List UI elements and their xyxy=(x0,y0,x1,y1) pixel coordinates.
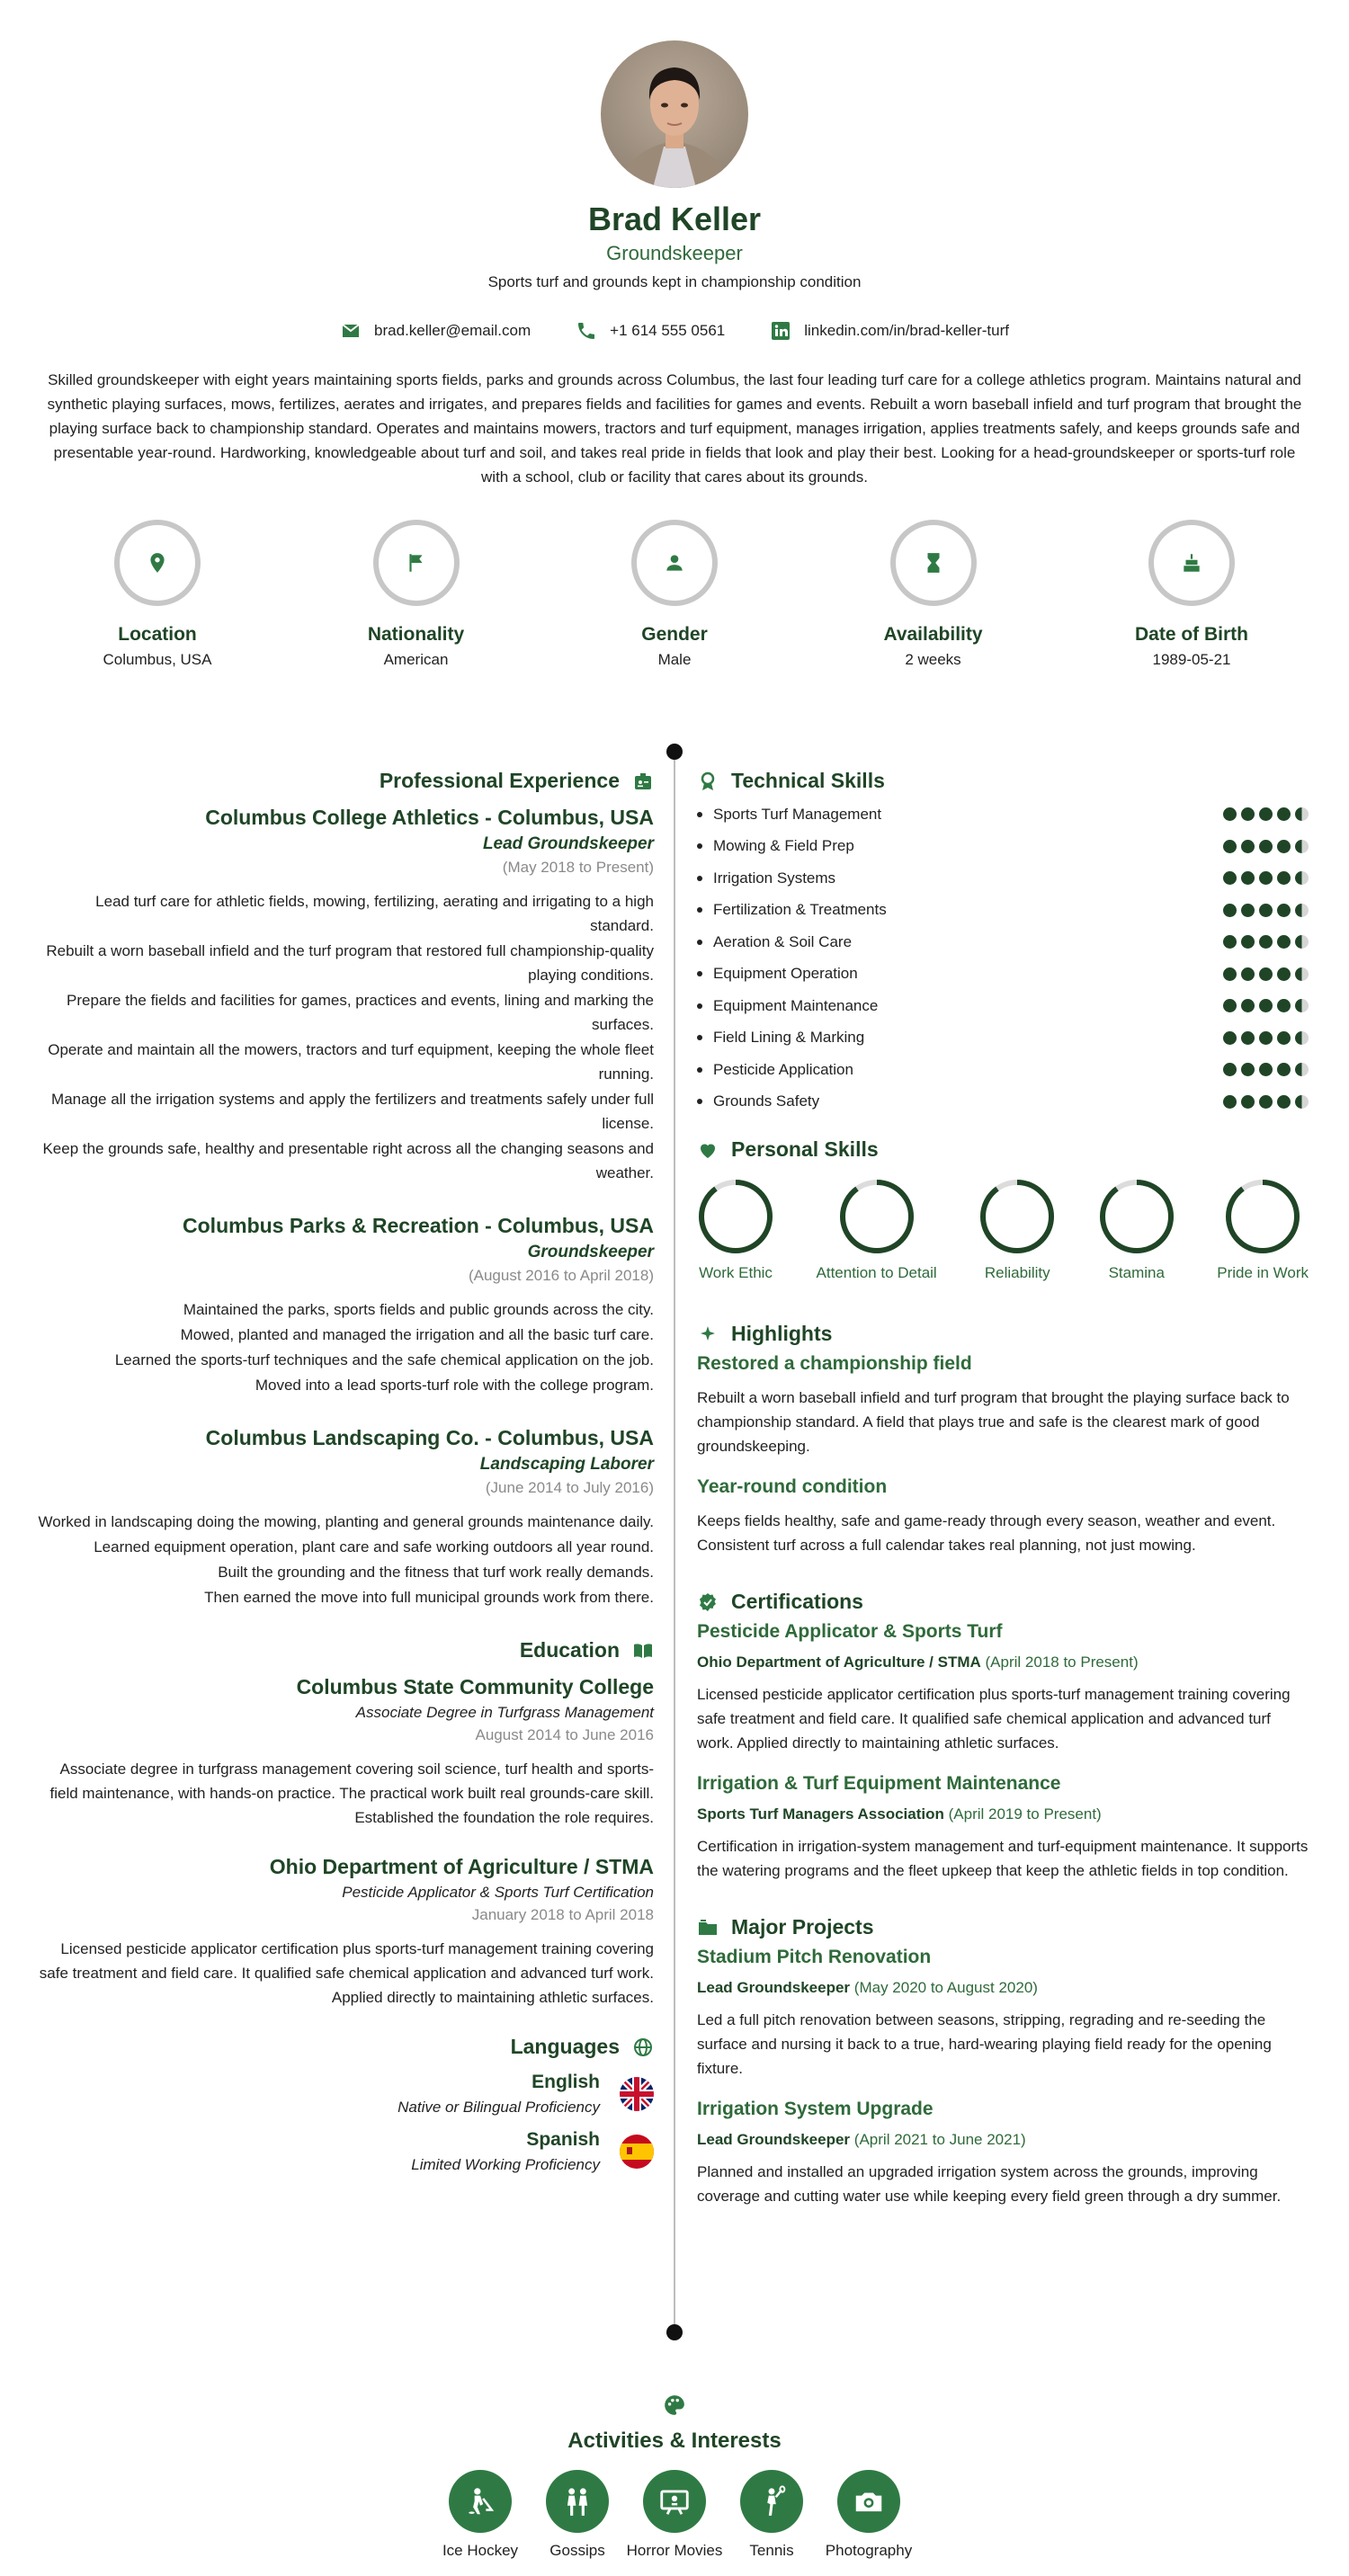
rating-dot xyxy=(1241,1095,1255,1109)
job-duty: Keep the grounds safe, healthy and presentable right across all the changing seasons and weather. xyxy=(42,1140,654,1181)
project-desc: Led a full pitch renovation between seasons, stripping, regrading and re-seeding the surface and nursing it back to a true, hard-wearing playing field ready for the opening fixture. xyxy=(697,2011,1272,2077)
project-role: Lead Groundskeeper xyxy=(697,1979,851,1996)
email-text: brad.keller@email.com xyxy=(374,322,532,339)
fact-label: Date of Birth xyxy=(1135,624,1248,645)
interest-item xyxy=(442,2470,519,2561)
bullet-icon xyxy=(697,1035,702,1040)
technical-skill-item xyxy=(697,926,1309,958)
rating-dot xyxy=(1295,1031,1309,1045)
fact-label: Gender xyxy=(641,624,708,645)
rating-dot xyxy=(1223,871,1237,885)
skill-rating xyxy=(1223,807,1309,821)
linkedin-text: linkedin.com/in/brad-keller-turf xyxy=(804,322,1009,339)
job-duty: Manage all the irrigation systems and apply the fertilizers and treatments safely under full license. xyxy=(51,1091,654,1132)
rating-dot xyxy=(1277,935,1291,949)
rating-dot xyxy=(1295,1063,1309,1076)
personal-skill-label: Work Ethic xyxy=(699,1264,773,1281)
technical-skill-item xyxy=(697,1086,1309,1119)
personal-skill-item xyxy=(1098,1178,1175,1282)
interest-item xyxy=(740,2470,803,2561)
rating-dot xyxy=(1223,999,1237,1012)
rating-dot xyxy=(1259,967,1273,981)
globe-icon xyxy=(632,2037,654,2058)
interest-label: Horror Movies xyxy=(626,2542,723,2559)
horror-movies-icon xyxy=(657,2484,692,2518)
rating-dot xyxy=(1223,807,1237,821)
highlights-title: Highlights xyxy=(697,1322,1309,1346)
job-company: Columbus Parks & Recreation - Columbus, USA xyxy=(183,1214,654,1237)
job-dates: (August 2016 to April 2018) xyxy=(468,1267,654,1284)
technical-skill-item xyxy=(697,831,1309,863)
bullet-icon xyxy=(697,1099,702,1104)
experience-section-title: Professional Experience xyxy=(36,769,654,793)
certification-title: Pesticide Applicator & Sports Turf xyxy=(697,1621,1003,1642)
technical-skill-item xyxy=(697,862,1309,895)
rating-dot xyxy=(1259,1095,1273,1109)
skill-ring xyxy=(838,1178,916,1255)
rating-dot xyxy=(1259,904,1273,917)
job-duty: Lead turf care for athletic fields, mowing, fertilizing, aerating and irrigating to a high standard. xyxy=(95,893,654,934)
rating-dot xyxy=(1241,904,1255,917)
rating-dot xyxy=(1259,807,1273,821)
rating-dot xyxy=(1277,904,1291,917)
rating-dot xyxy=(1241,967,1255,981)
interest-item xyxy=(546,2470,609,2561)
interests-section xyxy=(0,2393,1349,2561)
skill-ring xyxy=(697,1178,774,1255)
badge-icon xyxy=(632,771,654,792)
edu-school: Columbus State Community College xyxy=(296,1675,654,1698)
rating-dot xyxy=(1277,871,1291,885)
job-title: Groundskeeper xyxy=(527,1243,654,1261)
edu-dates: August 2014 to June 2016 xyxy=(475,1726,654,1743)
education-item xyxy=(36,1855,654,2010)
edu-degree: Associate Degree in Turfgrass Management xyxy=(355,1704,654,1721)
edu-description: Licensed pesticide applicator certification plus sports-turf management training covering safe treatment and field care. It qualified safe chemical application and advanced turf work. Applied directly to maintaining athletic surfaces. xyxy=(39,1940,654,2006)
right-column xyxy=(697,769,1309,2208)
job-duty: Mowed, planted and managed the irrigation and all the basic turf care. xyxy=(180,1326,654,1343)
fact-availability xyxy=(848,520,1019,669)
skill-label: Equipment Maintenance xyxy=(713,996,879,1014)
interest-item xyxy=(825,2470,913,2561)
personal-skill-label: Pride in Work xyxy=(1217,1264,1309,1281)
skill-rating xyxy=(1223,871,1309,885)
project-dates: (May 2020 to August 2020) xyxy=(853,1979,1038,1996)
education-item xyxy=(36,1675,654,1830)
interest-label: Photography xyxy=(825,2542,913,2559)
language-level: Native or Bilingual Proficiency xyxy=(398,2099,600,2116)
skill-rating xyxy=(1223,935,1309,949)
rating-dot xyxy=(1295,935,1309,949)
rating-dot xyxy=(1277,840,1291,853)
candidate-tagline: Sports turf and grounds kept in championship condition xyxy=(487,273,862,290)
bullet-icon xyxy=(697,843,702,849)
project-meta xyxy=(697,1979,1309,1997)
experience-item xyxy=(36,1214,654,1397)
contact-linkedin[interactable] xyxy=(770,320,1009,342)
skill-ring xyxy=(978,1178,1056,1255)
fact-label: Nationality xyxy=(367,624,465,645)
project-desc: Planned and installed an upgraded irrigation system across the grounds, improving coverage and cutting water use while keeping every field green through a dry summer. xyxy=(697,2163,1282,2205)
resume-header xyxy=(0,0,1349,489)
skill-rating xyxy=(1223,1095,1309,1109)
language-name: English xyxy=(532,2072,600,2092)
rating-dot xyxy=(1223,1063,1237,1076)
highlight-title: Year-round condition xyxy=(697,1476,888,1497)
rating-dot xyxy=(1241,871,1255,885)
job-duty: Worked in landscaping doing the mowing, planting and general grounds maintenance daily. xyxy=(38,1513,654,1530)
certification-title: Irrigation & Turf Equipment Maintenance xyxy=(697,1773,1061,1794)
rating-dot xyxy=(1295,904,1309,917)
job-dates: (June 2014 to July 2016) xyxy=(485,1479,654,1496)
skill-ring xyxy=(1098,1178,1175,1255)
job-duties xyxy=(36,1510,654,1609)
rating-dot xyxy=(1241,807,1255,821)
certification-desc: Licensed pesticide applicator certification plus sports-turf management training covering safe treatment and field care. It qualified safe chemical application and advanced turf work. Applied directly to maintaining athletic surfaces. xyxy=(697,1686,1291,1752)
interests-title: Activities & Interests xyxy=(567,2429,782,2453)
skill-rating xyxy=(1223,999,1309,1012)
skill-name xyxy=(697,933,852,951)
certification-dates: (April 2018 to Present) xyxy=(985,1653,1139,1671)
rating-dot xyxy=(1295,1095,1309,1109)
skill-name xyxy=(697,965,858,983)
fact-value: American xyxy=(383,651,449,668)
fact-nationality xyxy=(331,520,502,669)
languages-section-title: Languages xyxy=(36,2035,654,2059)
technical-skill-item xyxy=(697,1054,1309,1086)
job-duty: Rebuilt a worn baseball infield and the turf program that restored full championship-quality playing conditions. xyxy=(46,942,654,984)
job-duty: Prepare the fields and facilities for games, practices and events, lining and marking the surfaces. xyxy=(67,992,654,1033)
person-icon xyxy=(663,551,686,575)
spain-flag-icon xyxy=(620,2135,654,2169)
skill-rating xyxy=(1223,1031,1309,1045)
award-icon xyxy=(697,771,719,792)
bullet-icon xyxy=(697,1003,702,1009)
tennis-icon xyxy=(755,2484,789,2518)
rating-dot xyxy=(1295,840,1309,853)
project-role: Lead Groundskeeper xyxy=(697,2131,851,2148)
job-duty: Learned the sports-turf techniques and the safe chemical application on the job. xyxy=(114,1351,654,1368)
bullet-icon xyxy=(697,940,702,945)
skill-name xyxy=(697,837,854,855)
rating-dot xyxy=(1223,967,1237,981)
fact-value: 1989-05-21 xyxy=(1152,651,1231,668)
job-duty: Maintained the parks, sports fields and public grounds across the city. xyxy=(183,1301,654,1318)
rating-dot xyxy=(1259,840,1273,853)
gossips-icon xyxy=(560,2484,594,2518)
personal-skill-label: Reliability xyxy=(984,1264,1050,1281)
rating-dot xyxy=(1241,1031,1255,1045)
skill-name xyxy=(697,1092,819,1110)
timeline-divider xyxy=(674,752,675,2332)
left-column xyxy=(36,769,654,2174)
skill-label: Grounds Safety xyxy=(713,1092,820,1110)
edu-school: Ohio Department of Agriculture / STMA xyxy=(269,1855,654,1878)
candidate-role: Groundskeeper xyxy=(606,242,743,264)
job-company: Columbus College Athletics - Columbus, USA xyxy=(205,806,654,829)
bullet-icon xyxy=(697,907,702,913)
job-duty: Built the grounding and the fitness that turf work really demands. xyxy=(218,1564,654,1581)
technical-skill-item xyxy=(697,990,1309,1022)
technical-skill-item xyxy=(697,798,1309,831)
certifications-title: Certifications xyxy=(697,1590,1309,1614)
cake-icon xyxy=(1180,551,1203,575)
skill-label: Pesticide Application xyxy=(713,1060,853,1078)
project-meta xyxy=(697,2131,1309,2149)
project-title: Irrigation System Upgrade xyxy=(697,2099,934,2119)
certificate-icon xyxy=(697,1591,719,1613)
rating-dot xyxy=(1223,840,1237,853)
highlight-desc: Keeps fields healthy, safe and game-ready through every season, weather and event. Consistent turf across a full calendar takes real planning, not just mowing. xyxy=(697,1512,1276,1554)
technical-skill-item xyxy=(697,958,1309,991)
personal-facts xyxy=(0,520,1349,669)
email-icon xyxy=(340,320,362,342)
job-duties xyxy=(36,1297,654,1397)
skill-label: Field Lining & Marking xyxy=(713,1029,865,1047)
folder-icon xyxy=(697,1917,719,1939)
rating-dot xyxy=(1259,935,1273,949)
skill-label: Irrigation Systems xyxy=(713,869,836,887)
certification-desc: Certification in irrigation-system management and turf-equipment maintenance. It supports the watering programs and the fleet upkeep that keep the athletic fields in top condition. xyxy=(697,1838,1309,1879)
personal-skill-item xyxy=(697,1178,774,1282)
certification-org: Ohio Department of Agriculture / STMA xyxy=(697,1653,981,1671)
rating-dot xyxy=(1277,999,1291,1012)
interest-label: Tennis xyxy=(749,2542,794,2559)
skill-name xyxy=(697,1029,864,1047)
personal-skill-item xyxy=(1217,1178,1309,1282)
bullet-icon xyxy=(697,1067,702,1073)
timeline-end-dot xyxy=(666,2324,683,2340)
rating-dot xyxy=(1259,1063,1273,1076)
personal-skills-list xyxy=(697,1178,1309,1282)
fact-label: Availability xyxy=(883,624,983,645)
skill-label: Fertilization & Treatments xyxy=(713,901,887,919)
skill-name xyxy=(697,869,835,887)
personal-skill-label: Stamina xyxy=(1108,1264,1165,1281)
job-duty: Operate and maintain all the mowers, tractors and turf equipment, keeping the whole fleet running. xyxy=(48,1041,654,1083)
fact-value: 2 weeks xyxy=(905,651,961,668)
experience-item xyxy=(36,1426,654,1609)
interest-item xyxy=(626,2470,723,2561)
fact-value: Male xyxy=(657,651,692,668)
skill-name xyxy=(697,806,881,824)
profile-photo xyxy=(601,40,748,188)
bullet-icon xyxy=(697,876,702,881)
skill-label: Equipment Operation xyxy=(713,965,858,983)
highlight-desc: Rebuilt a worn baseball infield and turf program that brought the playing surface back to championship standard. A field that plays true and safe is the clearest mark of good groundskeeping. xyxy=(697,1389,1290,1455)
skill-name xyxy=(697,997,878,1015)
edu-degree: Pesticide Applicator & Sports Turf Certification xyxy=(342,1884,654,1901)
technical-skills-title: Technical Skills xyxy=(697,769,1309,793)
rating-dot xyxy=(1241,1063,1255,1076)
bullet-icon xyxy=(697,971,702,976)
photography-icon xyxy=(852,2484,886,2518)
skill-rating xyxy=(1223,840,1309,853)
heart-icon xyxy=(697,1139,719,1161)
certification-dates: (April 2019 to Present) xyxy=(948,1805,1102,1823)
job-title: Landscaping Laborer xyxy=(479,1455,654,1474)
interest-label: Ice Hockey xyxy=(442,2542,519,2559)
flag-icon xyxy=(405,551,428,575)
personal-skills-title: Personal Skills xyxy=(697,1137,1309,1162)
rating-dot xyxy=(1295,999,1309,1012)
technical-skill-item xyxy=(697,895,1309,927)
language-item xyxy=(36,2129,654,2174)
hourglass-icon xyxy=(922,551,945,575)
sparkle-icon xyxy=(697,1324,719,1345)
job-duty: Moved into a lead sports-turf role with the college program. xyxy=(255,1377,654,1394)
job-duties xyxy=(36,889,654,1185)
rating-dot xyxy=(1277,967,1291,981)
rating-dot xyxy=(1277,807,1291,821)
fact-label: Location xyxy=(118,624,197,645)
contact-email[interactable] xyxy=(340,320,531,342)
personal-skill-item xyxy=(817,1178,937,1282)
rating-dot xyxy=(1259,1031,1273,1045)
project-title: Stadium Pitch Renovation xyxy=(697,1947,932,1967)
skill-label: Mowing & Field Prep xyxy=(713,837,854,855)
skill-rating xyxy=(1223,904,1309,917)
experience-item xyxy=(36,806,654,1185)
job-dates: (May 2018 to Present) xyxy=(502,859,654,876)
rating-dot xyxy=(1223,1095,1237,1109)
rating-dot xyxy=(1277,1031,1291,1045)
job-duty: Learned equipment operation, plant care and safe working outdoors all year round. xyxy=(94,1538,654,1555)
phone-icon xyxy=(576,320,597,342)
rating-dot xyxy=(1223,935,1237,949)
rating-dot xyxy=(1241,840,1255,853)
fact-location xyxy=(72,520,243,669)
skill-rating xyxy=(1223,1063,1309,1076)
education-section-title: Education xyxy=(36,1638,654,1662)
bullet-icon xyxy=(697,812,702,817)
job-title: Lead Groundskeeper xyxy=(482,834,654,853)
phone-text: +1 614 555 0561 xyxy=(610,322,726,339)
rating-dot xyxy=(1223,1031,1237,1045)
skill-name xyxy=(697,901,887,919)
personal-skill-item xyxy=(978,1178,1056,1282)
language-level: Limited Working Proficiency xyxy=(411,2156,600,2173)
certification-org: Sports Turf Managers Association xyxy=(697,1805,944,1823)
edu-dates: January 2018 to April 2018 xyxy=(471,1906,654,1923)
skill-name xyxy=(697,1061,853,1079)
rating-dot xyxy=(1259,871,1273,885)
skill-rating xyxy=(1223,967,1309,981)
palette-icon xyxy=(663,2393,686,2417)
rating-dot xyxy=(1259,999,1273,1012)
timeline-start-dot xyxy=(666,744,683,760)
interest-label: Gossips xyxy=(549,2542,605,2559)
uk-flag-icon xyxy=(620,2077,654,2111)
candidate-name: Brad Keller xyxy=(587,201,762,237)
rating-dot xyxy=(1241,935,1255,949)
rating-dot xyxy=(1295,871,1309,885)
certification-meta xyxy=(697,1805,1309,1823)
fact-birthdate xyxy=(1106,520,1277,669)
highlight-title: Restored a championship field xyxy=(697,1353,972,1374)
rating-dot xyxy=(1241,999,1255,1012)
skill-label: Aeration & Soil Care xyxy=(713,932,853,950)
project-dates: (April 2021 to June 2021) xyxy=(853,2131,1026,2148)
profile-summary: Skilled groundskeeper with eight years maintaining sports fields, parks and grounds across Columbus, the last four leading turf care for a college athletics program. Maintains natural and synthetic playing surfaces, mows, fertilizes, aerates and irrigates, and prepares fields and facilities for games and events. Rebuilt a worn baseball infield and turf program that brought the playing surface back to championship standard. Operates and maintains mowers, tractors and turf equipment, manages irrigation, applies treatments safely, and keeps grounds safe and presentable year-round. Hardworking, knowledgeable about turf and soil, and takes real pride in fields that look and play their best. Looking for a head-groundskeeper or sports-turf role with a school, club or facility that cares about its grounds. xyxy=(47,371,1302,486)
linkedin-icon xyxy=(770,320,791,342)
technical-skill-item xyxy=(697,1022,1309,1055)
location-icon xyxy=(146,551,169,575)
book-icon xyxy=(632,1640,654,1662)
interests-list xyxy=(0,2470,1349,2561)
language-name: Spanish xyxy=(526,2129,600,2150)
contact-phone[interactable] xyxy=(576,320,725,342)
rating-dot xyxy=(1277,1095,1291,1109)
skill-ring xyxy=(1224,1178,1301,1255)
language-item xyxy=(36,2072,654,2117)
technical-skills-list xyxy=(697,798,1309,1118)
rating-dot xyxy=(1223,904,1237,917)
rating-dot xyxy=(1295,967,1309,981)
fact-value: Columbus, USA xyxy=(103,651,212,668)
job-duty: Then earned the move into full municipal grounds work from there. xyxy=(204,1589,654,1606)
skill-label: Sports Turf Management xyxy=(713,805,882,823)
rating-dot xyxy=(1277,1063,1291,1076)
rating-dot xyxy=(1295,807,1309,821)
fact-gender xyxy=(589,520,760,669)
ice-hockey-icon xyxy=(463,2484,497,2518)
edu-description: Associate degree in turfgrass management covering soil science, turf health and sports-field maintenance, with hands-on practice. The practical work built real grounds-care skill. Established the foundation the role requires. xyxy=(49,1760,654,1826)
job-company: Columbus Landscaping Co. - Columbus, USA xyxy=(205,1426,654,1449)
certification-meta xyxy=(697,1653,1309,1671)
projects-title: Major Projects xyxy=(697,1915,1309,1939)
contact-row xyxy=(0,320,1349,342)
personal-skill-label: Attention to Detail xyxy=(816,1264,937,1281)
